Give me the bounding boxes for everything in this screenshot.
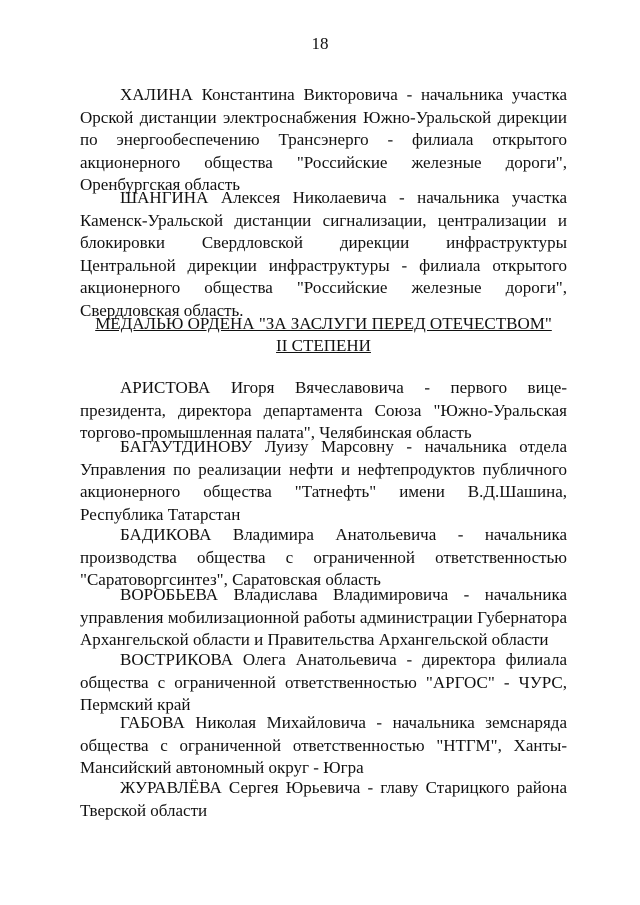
- award-entry-badikov: БАДИКОВА Владимира Анатольевича - начальника производства общества с ограниченной ответственностью "Саратоворгсинтез", Саратовская область: [80, 525, 567, 589]
- award-heading: [80, 313, 567, 357]
- award-entry-vostrikov: ВОСТРИКОВА Олега Анатольевича - директора филиала общества с ограниченной ответственностью "АРГОС" - ЧУРС, Пермский край: [80, 650, 567, 714]
- award-entry-khalin: ХАЛИНА Константина Викторовича - начальника участка Орской дистанции электроснабжения Южно-Уральской дирекции по энергообеспечению Трансэнерго - филиала открытого акционерного общества "Российские железные дороги", Оренбургская область: [80, 85, 567, 194]
- award-entry-shangin: ШАНГИНА Алексея Николаевича - начальника участка Каменск-Уральской дистанции сигнализации, централизации и блокировки Свердловской дирекции инфраструктуры Центральной дирекции инфраструктуры - филиала открытого акционерного общества "Российские железные дороги", Свердловская область.: [80, 188, 567, 320]
- award-heading-line1: МЕДАЛЬЮ ОРДЕНА "ЗА ЗАСЛУГИ ПЕРЕД ОТЕЧЕСТВОМ": [95, 314, 552, 333]
- award-entry-vorobyev: ВОРОБЬЕВА Владислава Владимировича - начальника управления мобилизационной работы администрации Губернатора Архангельской области и Правительства Архангельской области: [80, 585, 567, 649]
- award-entry-aristov: АРИСТОВА Игоря Вячеславовича - первого вице-президента, директора департамента Союза "Южно-Уральская торгово-промышленная палата", Челябинская область: [80, 378, 567, 442]
- award-heading-line2: II СТЕПЕНИ: [276, 336, 371, 355]
- page-number: 18: [311, 34, 329, 53]
- award-entry-bagautdinova: БАГАУТДИНОВУ Луизу Марсовну - начальника отдела Управления по реализации нефти и нефтепродуктов публичного акционерного общества "Татнефть" имени В.Д.Шашина, Республика Татарстан: [80, 437, 567, 524]
- award-entry-gabov: ГАБОВА Николая Михайловича - начальника земснаряда общества с ограниченной ответственностью "НТГМ", Ханты-Мансийский автономный округ - Югра: [80, 713, 567, 777]
- award-entry-zhuravlev: ЖУРАВЛЁВА Сергея Юрьевича - главу Старицкого района Тверской области: [80, 778, 567, 820]
